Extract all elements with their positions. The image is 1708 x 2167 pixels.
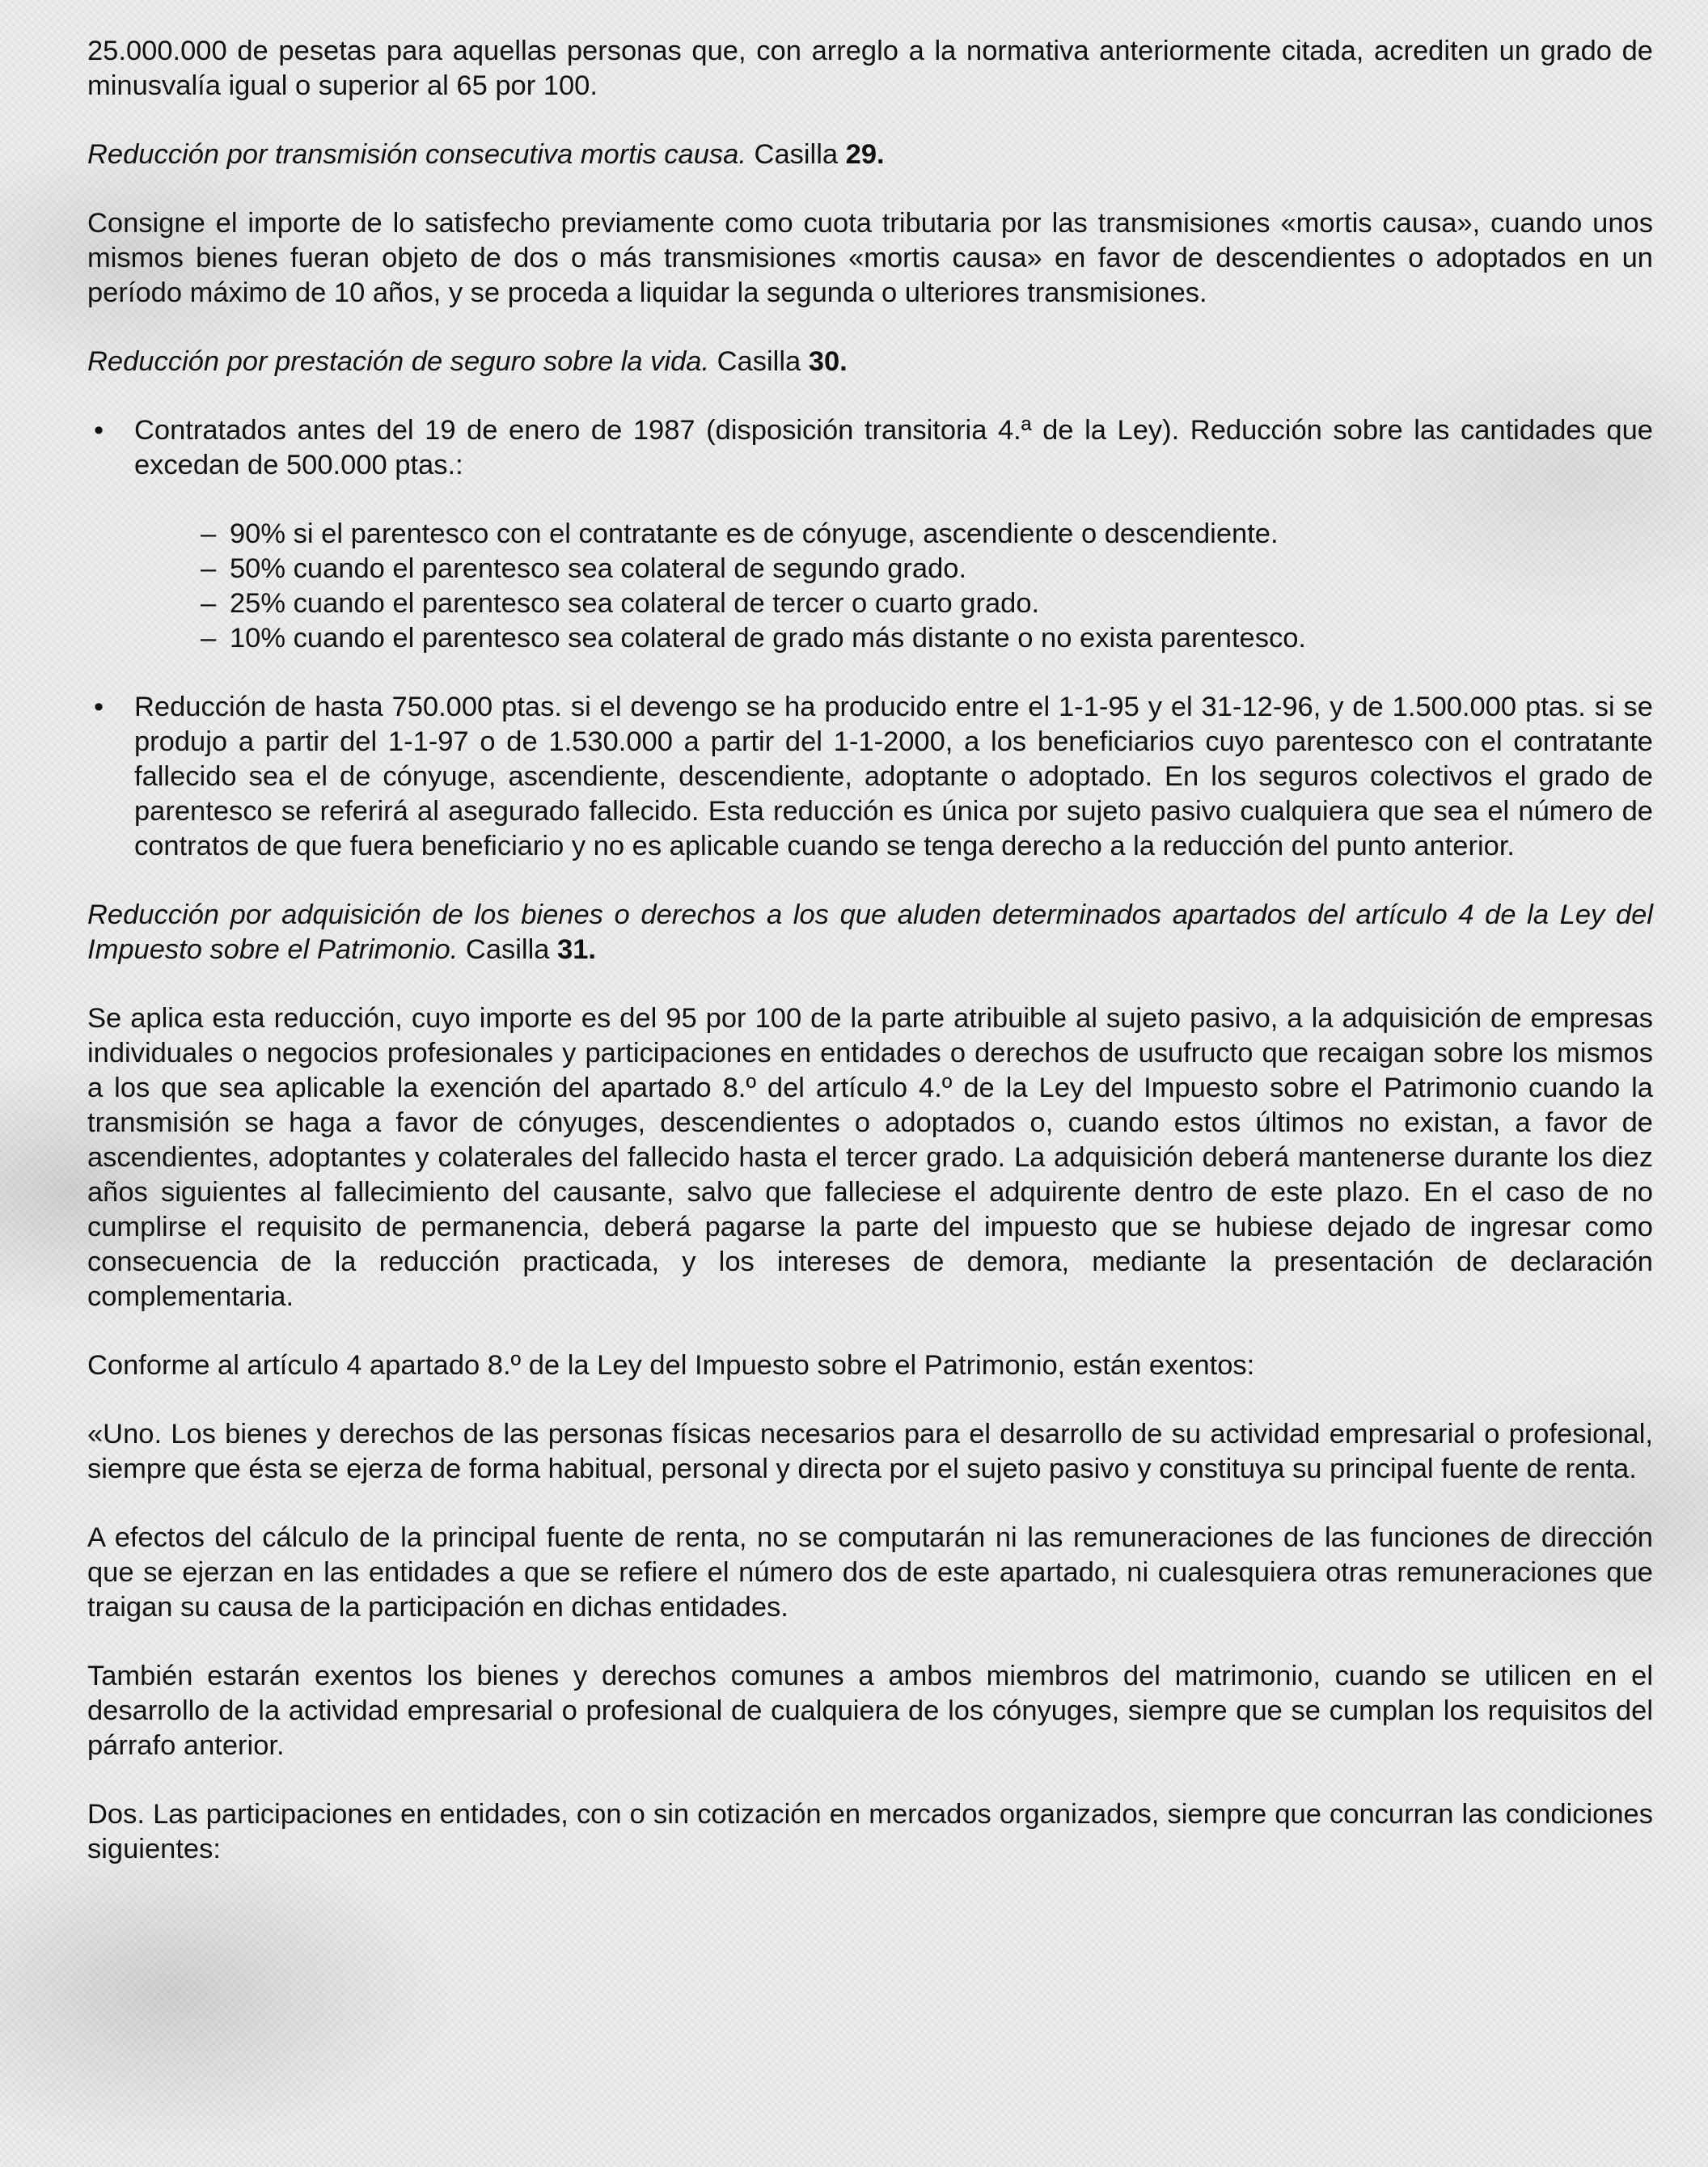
- bullet-text: Contratados antes del 19 de enero de 1987 (disposición transitoria 4.ª de la Ley). Reducción sobre las cantidades que excedan de 500.000 ptas.:: [134, 415, 1653, 480]
- paragraph-efectos: A efectos del cálculo de la principal fuente de renta, no se computarán ni las remuneraciones de las funciones de dirección que se ejerzan en las entidades a que se refiere el número dos de este apartado, ni cualesquiera otras remuneraciones que traigan su causa de la participación en dichas entidades.: [87, 1522, 1653, 1623]
- dash-list: [134, 517, 1653, 656]
- paragraph-conforme: Conforme al artículo 4 apartado 8.º de la Ley del Impuesto sobre el Patrimonio, están exentos:: [87, 1350, 1255, 1381]
- heading-casilla-label: Casilla: [458, 934, 558, 965]
- dash-mark-icon: –: [201, 553, 217, 584]
- dash-mark-icon: –: [201, 518, 217, 549]
- paragraph-dos: Dos. Las participaciones en entidades, con o sin cotización en mercados organizados, siempre que concurran las condiciones siguientes:: [87, 1799, 1653, 1864]
- bullet-list-casilla-30: [87, 413, 1653, 864]
- document-body: [87, 34, 1653, 1901]
- paragraph-intro: 25.000.000 de pesetas para aquellas personas que, con arreglo a la normativa anteriormente citada, acrediten un grado de minusvalía igual o superior al 65 por 100.: [87, 36, 1653, 101]
- paragraph-uno: «Uno. Los bienes y derechos de las personas físicas necesarios para el desarrollo de su actividad empresarial o profesional, siempre que ésta se ejerza de forma habitual, personal y directa por el sujeto pasivo y constituya su principal fuente de renta.: [87, 1419, 1653, 1484]
- heading-casilla-29: [87, 138, 1653, 172]
- paragraph-casilla-29: Consigne el importe de lo satisfecho previamente como cuota tributaria por las transmisiones «mortis causa», cuando unos mismos bienes fueran objeto de dos o más transmisiones «mortis causa» en favor de descendientes o adoptados en un período máximo de 10 años, y se proceda a liquidar la segunda o ulteriores transmisiones.: [87, 208, 1653, 308]
- heading-title: Reducción por prestación de seguro sobre la vida.: [87, 346, 710, 377]
- dash-item-text: 50% cuando el parentesco sea colateral de segundo grado.: [230, 553, 967, 584]
- heading-casilla-label: Casilla: [746, 139, 846, 170]
- bullet-dot-icon: •: [94, 692, 104, 722]
- heading-title: Reducción por adquisición de los bienes o derechos a los que aluden determinados apartados del artículo 4 de la Ley del Impuesto sobre el Patrimonio.: [87, 899, 1653, 965]
- paragraph-casilla-31: Se aplica esta reducción, cuyo importe es del 95 por 100 de la parte atribuible al sujeto pasivo, a la adquisición de empresas individuales o negocios profesionales y participaciones en entidades o derechos de usufructo que recaigan sobre los mismos a los que sea aplicable la exención del apartado 8.º del artículo 4.º de la Ley del Impuesto sobre el Patrimonio cuando la transmisión se haga a favor de cónyuges, descendientes o adoptados o, cuando estos últimos no existan, a favor de ascendientes, adoptantes y colaterales del fallecido hasta el tercer grado. La adquisición deberá mantenerse durante los diez años siguientes al fallecimiento del causante, salvo que falleciese el adquirente dentro de este plazo. En el caso de no cumplirse el requisito de permanencia, deberá pagarse la parte del impuesto que se hubiese dejado de ingresar como consecuencia de la reducción practicada, y los intereses de demora, mediante la presentación de declaración complementaria.: [87, 1003, 1653, 1312]
- heading-casilla-30: [87, 345, 1653, 379]
- dash-mark-icon: –: [201, 588, 217, 619]
- dash-item: [134, 517, 1653, 552]
- heading-casilla-number: 30.: [808, 346, 848, 377]
- dash-mark-icon: –: [201, 623, 217, 654]
- dash-item-text: 25% cuando el parentesco sea colateral de tercer o cuarto grado.: [230, 588, 1040, 619]
- bullet-dot-icon: •: [94, 415, 104, 446]
- heading-casilla-31: [87, 898, 1653, 967]
- dash-item-text: 10% cuando el parentesco sea colateral de grado más distante o no exista parentesco.: [230, 623, 1307, 654]
- dash-item: [134, 586, 1653, 621]
- dash-item: [134, 621, 1653, 656]
- heading-casilla-label: Casilla: [709, 346, 809, 377]
- bullet-item-contratados: [87, 413, 1653, 656]
- paragraph-tambien: También estarán exentos los bienes y derechos comunes a ambos miembros del matrimonio, cuando se utilicen en el desarrollo de la actividad empresarial o profesional de cualquiera de los cónyuges, siempre que se cumplan los requisitos del párrafo anterior.: [87, 1661, 1653, 1761]
- heading-casilla-number: 31.: [557, 934, 596, 965]
- heading-casilla-number: 29.: [845, 139, 885, 170]
- bullet-text: Reducción de hasta 750.000 ptas. si el devengo se ha producido entre el 1-1-95 y el 31-12-96, y de 1.500.000 ptas. si se produjo a partir del 1-1-97 o de 1.530.000 a partir del 1-1-2000, a los beneficiarios cuyo parentesco con el contratante fallecido sea el de cónyuge, ascendiente, descendiente, adoptante o adoptado. En los seguros colectivos el grado de parentesco se referirá al asegurado fallecido. Esta reducción es única por sujeto pasivo cualquiera que sea el número de contratos de que fuera beneficiario y no es aplicable cuando se tenga derecho a la reducción del punto anterior.: [134, 692, 1653, 861]
- dash-item-text: 90% si el parentesco con el contratante es de cónyuge, ascendiente o descendiente.: [230, 518, 1279, 549]
- bullet-item-reduccion-hasta: [87, 690, 1653, 864]
- dash-item: [134, 552, 1653, 586]
- heading-title: Reducción por transmisión consecutiva mortis causa.: [87, 139, 746, 170]
